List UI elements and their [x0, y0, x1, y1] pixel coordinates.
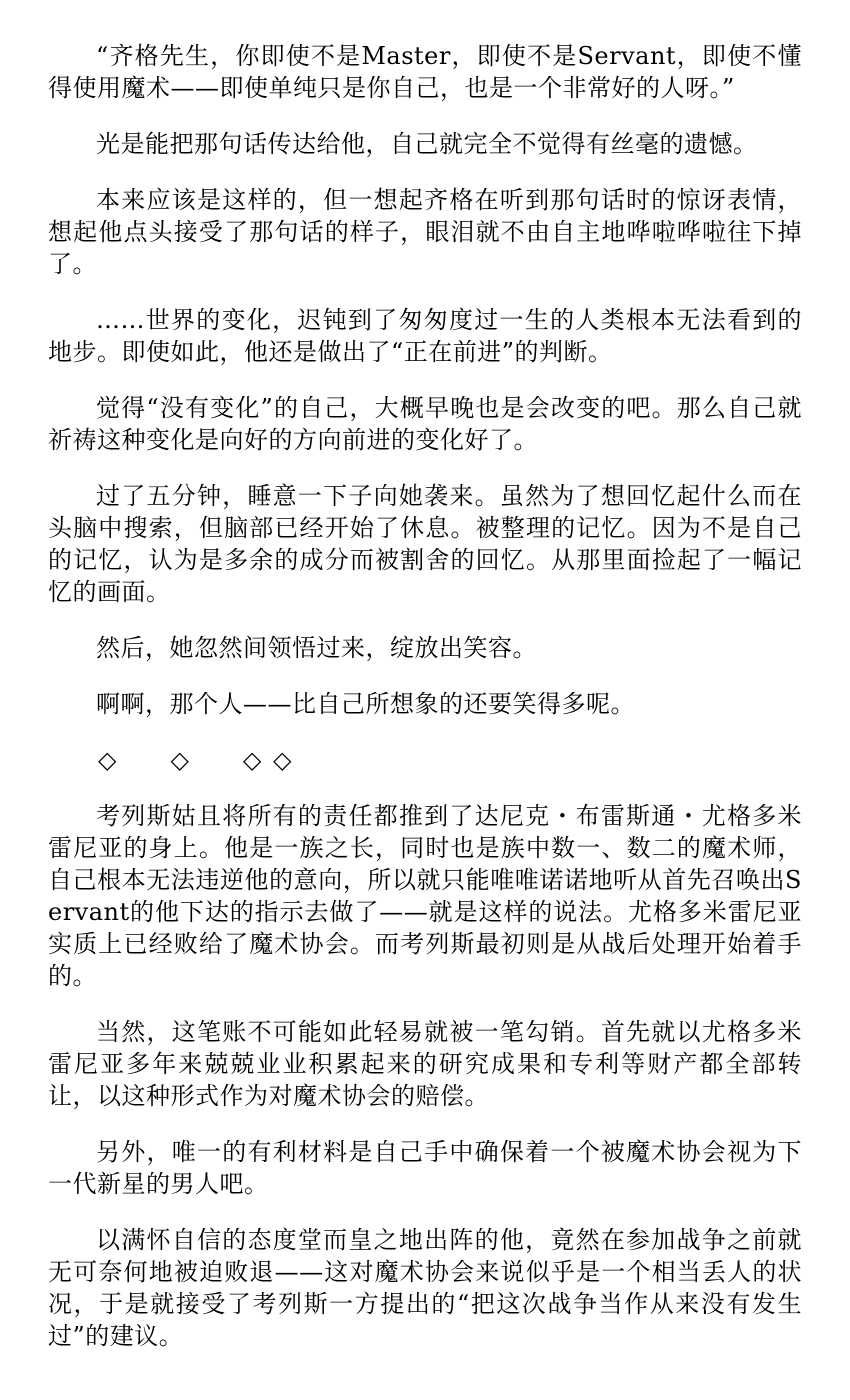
- paragraph: 本来应该是这样的，但一想起齐格在听到那句话时的惊讶表情，想起他点头接受了那句话的样子，眼泪就不由自主地哗啦哗啦往下掉了。: [48, 186, 802, 278]
- section-separator: ◇ ◇ ◇ ◇: [98, 746, 294, 774]
- paragraph: 以满怀自信的态度堂而皇之地出阵的他，竟然在参加战争之前就无可奈何地被迫败退——这对魔术协会来说似乎是一个相当丢人的状况，于是就接受了考列斯一方提出的“把这次战争当作从来没有发生过”的建议。: [48, 1226, 802, 1350]
- paragraph: 然后，她忽然间领悟过来，绽放出笑容。: [96, 634, 537, 662]
- paragraph: 当然，这笔账不可能如此轻易就被一笔勾销。首先就以尤格多米雷尼亚多年来兢兢业业积累起来的研究成果和专利等财产都全部转让，以这种形式作为对魔术协会的赔偿。: [48, 1018, 802, 1110]
- paragraph: “齐格先生，你即使不是Master，即使不是Servant，即使不懂得使用魔术——即使单纯只是你自己，也是一个非常好的人呀。”: [48, 42, 802, 102]
- paragraph: 啊啊，那个人——比自己所想象的还要笑得多呢。: [96, 690, 635, 718]
- paragraph: 考列斯姑且将所有的责任都推到了达尼克・布雷斯通・尤格多米雷尼亚的身上。他是一族之长，同时也是族中数一、数二的魔术师，自己根本无法违逆他的意向，所以就只能唯唯诺诺地听从首先召唤出Servant的他下达的指示去做了——就是这样的说法。尤格多米雷尼亚实质上已经败给了魔术协会。而考列斯最初则是从战后处理开始着手的。: [48, 802, 802, 990]
- paragraph: 觉得“没有变化”的自己，大概早晚也是会改变的吧。那么自己就祈祷这种变化是向好的方向前进的变化好了。: [48, 394, 802, 454]
- paragraph: 光是能把那句话传达给他，自己就完全不觉得有丝毫的遗憾。: [96, 130, 758, 158]
- paragraph: 另外，唯一的有利材料是自己手中确保着一个被魔术协会视为下一代新星的男人吧。: [48, 1138, 802, 1198]
- paragraph: 过了五分钟，睡意一下子向她袭来。虽然为了想回忆起什么而在头脑中搜索，但脑部已经开始了休息。被整理的记忆。因为不是自己的记忆，认为是多余的成分而被割舍的回忆。从那里面捡起了一幅记忆的画面。: [48, 482, 802, 606]
- paragraph: ……世界的变化，迟钝到了匆匆度过一生的人类根本无法看到的地步。即使如此，他还是做出了“正在前进”的判断。: [48, 306, 802, 366]
